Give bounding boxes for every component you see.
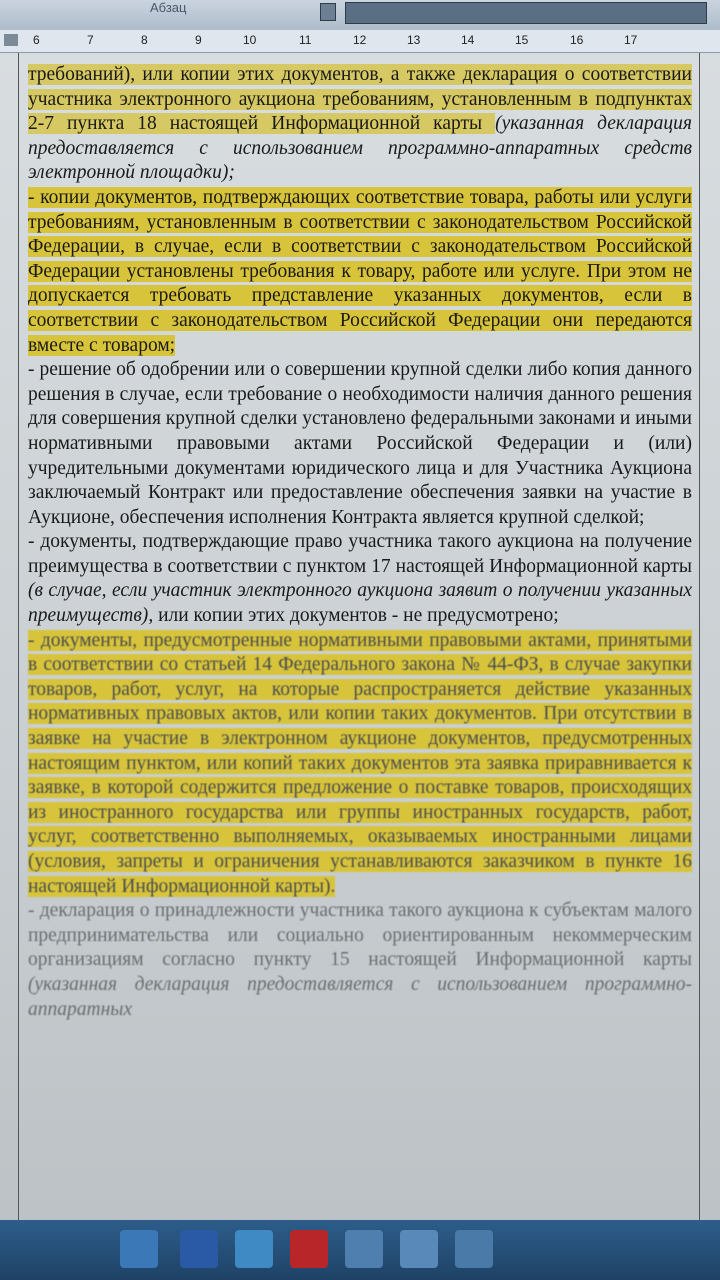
paragraph-highlighted [28, 629, 692, 900]
ribbon-button[interactable] [320, 3, 336, 21]
ribbon [0, 0, 720, 31]
paragraph-italic: (в случае, если участник электронного аукциона заявит о получении указанных преимуществ) [28, 580, 692, 627]
explorer-icon[interactable] [120, 1230, 158, 1268]
app-icon[interactable] [345, 1230, 383, 1268]
chrome-icon[interactable] [235, 1230, 273, 1268]
paragraph-text: требований), или копии этих документов, а также декларация о соответствии участника электронного аукциона требованиям, установленным в подпунктах 2-7 пункта 18 настоящей Информационной карты [28, 64, 692, 135]
ruler-tick: 10 [243, 33, 257, 47]
ruler-tick: 12 [353, 33, 367, 47]
ribbon-group [345, 2, 707, 24]
ruler-tick: 16 [570, 33, 584, 47]
style-label: Абзац [150, 0, 187, 15]
app-icon-2[interactable] [400, 1230, 438, 1268]
paragraph-italic: (указанная декларация предоставляется с использованием программно-аппаратных средств электронной площадки); [28, 113, 692, 184]
paragraph-italic: (указанная декларация предоставляется с использованием программно-аппаратных [28, 973, 692, 1020]
document-page[interactable] [0, 53, 720, 1220]
ruler-tick: 13 [407, 33, 421, 47]
paragraph-highlighted [28, 186, 692, 358]
paragraph-text: - документы, предусмотренные нормативными правовыми актами, принятыми в соответствии со статьей 14 Федерального закона № 44-ФЗ, в случае закупки товаров, работ, услуг, на которые распространяется действие указанных нормативных правовых актов, или копии таких документов. При отсутствии в заявке на участие в электронном аукционе документов, предусмотренных настоящим пунктом, или копий таких документов эта заявка приравнивается к заявке, в которой содержится предложение о поставке товаров, происходящих из иностранного государства или группы иностранных государств, работ, услуг, соответственно выполняемых, оказываемых иностранными лицами (условия, запреты и ограничения устанавливаются заказчиком в пункте 16 настоящей Информационной карты). [28, 629, 692, 897]
paragraph-text: - копии документов, подтверждающих соответствие товара, работы или услуги требованиям, установленным в соответствии с законодательством Российской Федерации, в случае, если в соответствии с законодательством Российской Федерации установлены требования к товару, работе или услуге. При этом не допускается требовать представление указанных документов, если в соответствии с законодательством Российской Федерации они передаются вместе с товаром; [28, 186, 692, 356]
ruler-tick: 14 [461, 33, 475, 47]
paragraph [28, 899, 692, 1022]
ruler-tick: 11 [299, 33, 312, 47]
ruler-tick: 15 [515, 33, 529, 47]
ruler-indent-handle[interactable] [4, 34, 18, 46]
paragraph-text: - документы, подтверждающие право участника такого аукциона на получение преимущества в соответствии с пунктом 17 настоящей Информационной карты [28, 531, 692, 577]
app-icon-3[interactable] [455, 1230, 493, 1268]
ruler-tick: 8 [141, 33, 148, 47]
paragraph [28, 530, 692, 628]
paragraph [28, 358, 692, 530]
ruler-tick: 17 [624, 33, 638, 47]
paragraph-text: , или копии этих документов - не предусмотрено; [148, 605, 559, 627]
pdf-icon[interactable] [290, 1230, 328, 1268]
paragraph-text: - декларация о принадлежности участника такого аукциона к субъектам малого предпринимательства или социально ориентированным некоммерческим организациям согласно пункту 15 настоящей Информационной карты [28, 900, 692, 971]
ruler-tick: 6 [33, 33, 40, 47]
ruler-tick: 7 [87, 33, 94, 47]
document-body[interactable] [28, 63, 692, 1022]
word-icon[interactable] [180, 1230, 218, 1268]
paragraph [28, 63, 692, 186]
paragraph-text: - решение об одобрении или о совершении крупной сделки либо копия данного решения в случае, если требование о необходимости наличия данного решения для совершения крупной сделки установлено федеральными законами и иными нормативными правовыми актами Российской Федерации и (или) учредительными документами юридического лица и для Участника Аукциона заключаемый Контракт или предоставление обеспечения заявки на участие в Аукционе, обеспечения исполнения Контракта является крупной сделкой; [28, 359, 692, 528]
taskbar [0, 1220, 720, 1280]
horizontal-ruler[interactable] [0, 30, 720, 53]
ruler-tick: 9 [195, 33, 202, 47]
